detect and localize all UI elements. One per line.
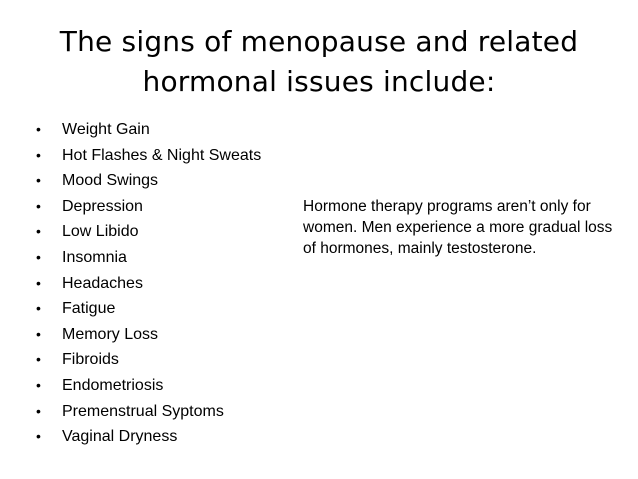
title-line-1: The signs of menopause and related: [59, 25, 579, 58]
list-item-label: Fibroids: [62, 351, 119, 369]
slide-title: [30, 22, 608, 102]
list-item-label: Endometriosis: [62, 376, 164, 394]
bullet-icon: •: [36, 300, 41, 317]
bullet-icon: •: [36, 223, 41, 240]
list-item: [36, 322, 261, 348]
list-item: [36, 143, 261, 169]
title-line-2: hormonal issues include:: [142, 65, 496, 98]
list-item: [36, 219, 261, 245]
list-item-label: Weight Gain: [62, 121, 150, 138]
list-item: [36, 424, 261, 450]
list-item-label: Headaches: [62, 274, 143, 292]
list-item: [36, 194, 261, 220]
list-item: [36, 399, 261, 425]
bullet-icon: •: [36, 351, 41, 368]
bullet-icon: •: [36, 402, 41, 419]
list-item-label: Hot Flashes & Night Sweats: [62, 146, 262, 164]
bullet-icon: •: [36, 248, 41, 265]
symptom-list: [36, 117, 261, 450]
list-item: [36, 117, 261, 143]
list-item: [36, 271, 261, 297]
bullet-icon: •: [36, 146, 41, 163]
bullet-icon: •: [36, 325, 41, 342]
list-item-label: Vaginal Dryness: [62, 428, 178, 446]
bullet-icon: •: [36, 197, 41, 214]
list-item-label: Insomnia: [62, 248, 127, 266]
bullet-icon: •: [36, 428, 41, 445]
side-note: Hormone therapy programs aren’t only for women. Men experience a more gradual loss of hormones, mainly testosterone.: [303, 198, 613, 257]
list-item: [36, 373, 261, 399]
list-item: [36, 245, 261, 271]
bullet-icon: •: [36, 376, 41, 393]
list-item-label: Memory Loss: [62, 325, 159, 343]
list-item-label: Fatigue: [62, 300, 116, 318]
bullet-icon: •: [36, 121, 41, 137]
list-item: [36, 168, 261, 194]
list-item-label: Depression: [62, 197, 143, 215]
list-item: [36, 296, 261, 322]
list-item-label: Premenstrual Syptoms: [62, 402, 224, 420]
list-item-label: Mood Swings: [62, 172, 159, 190]
list-item: [36, 347, 261, 373]
bullet-icon: •: [36, 172, 41, 189]
list-item-label: Low Libido: [62, 223, 139, 241]
bullet-icon: •: [36, 274, 41, 291]
